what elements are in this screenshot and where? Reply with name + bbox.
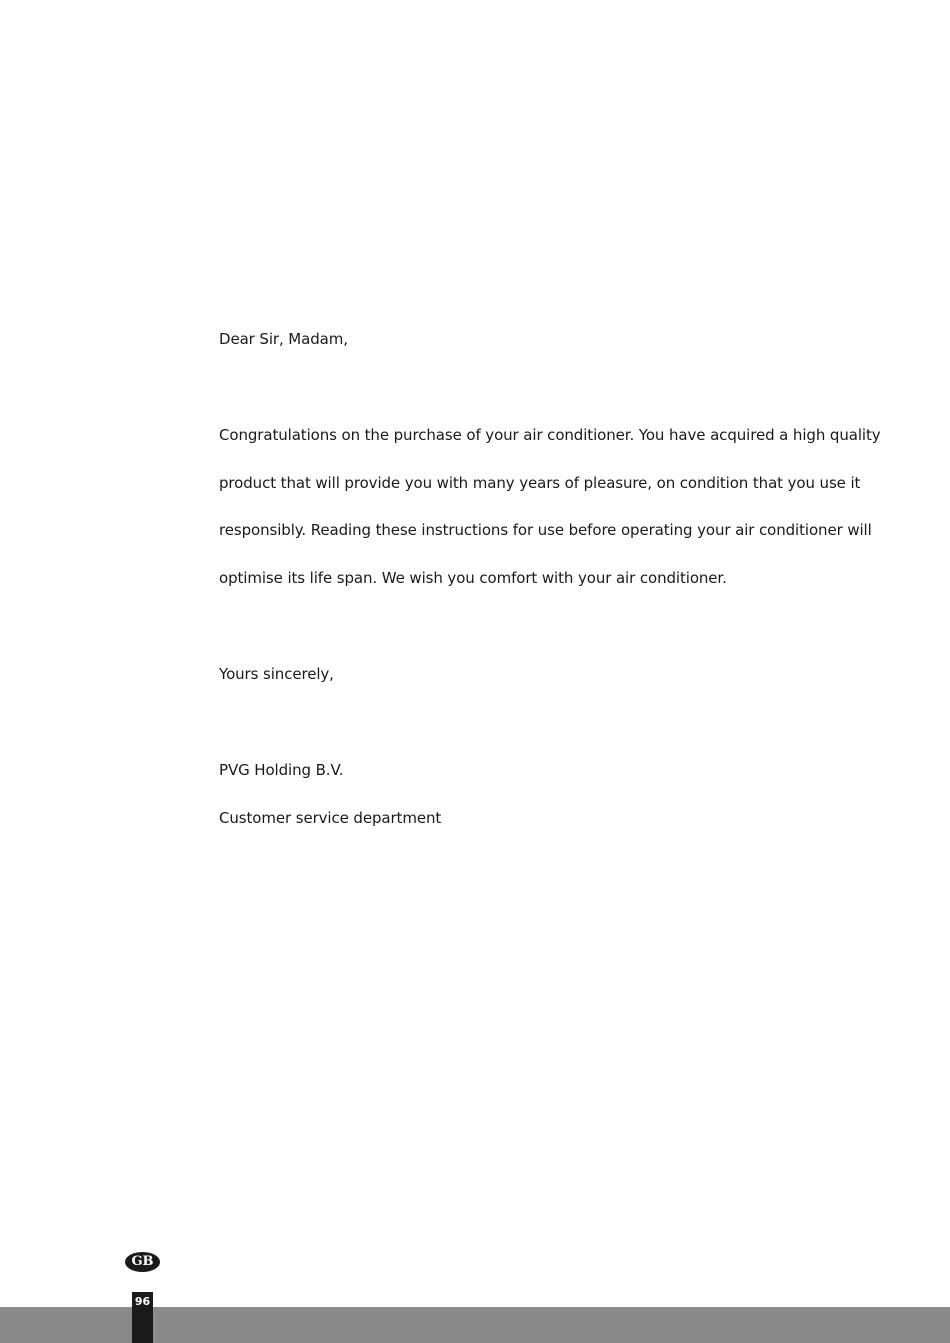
body-line: product that will provide you with many years of pleasure, on condition that you use it (219, 474, 861, 492)
page-number: 96 (134, 1295, 151, 1308)
closing: Yours sincerely, (219, 665, 334, 683)
body-line: responsibly. Reading these instructions for use before operating your air conditioner will (219, 521, 872, 539)
language-badge: GB (125, 1252, 160, 1272)
page-tab (132, 1292, 153, 1343)
company-name: PVG Holding B.V. (219, 761, 344, 779)
salutation: Dear Sir, Madam, (219, 330, 348, 348)
body-line: optimise its life span. We wish you comfort with your air conditioner. (219, 569, 727, 587)
body-line: Congratulations on the purchase of your air conditioner. You have acquired a high quality (219, 426, 881, 444)
department-name: Customer service department (219, 809, 442, 827)
